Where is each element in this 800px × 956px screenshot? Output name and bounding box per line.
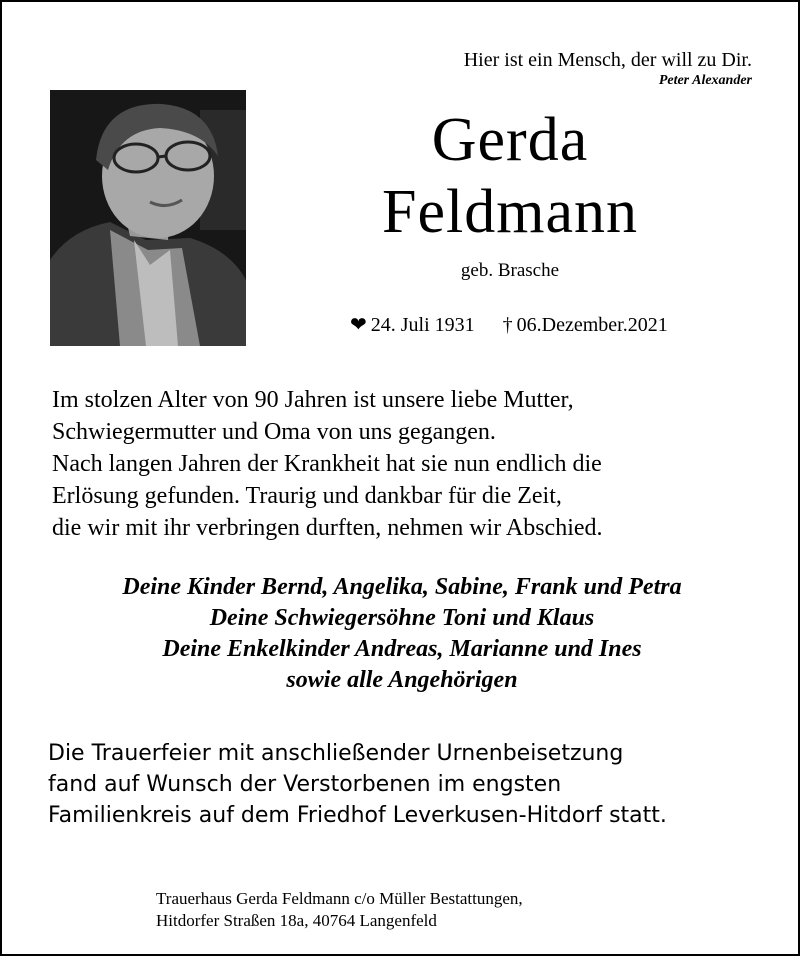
message-line: Erlösung gefunden. Traurig und dankbar für die Zeit, xyxy=(52,483,562,509)
message-line: Im stolzen Alter von 90 Jahren ist unsere liebe Mutter, xyxy=(52,387,574,413)
ceremony-line: fand auf Wunsch der Verstorbenen im engsten xyxy=(48,772,562,797)
family-line: sowie alle Angehörigen xyxy=(286,667,518,693)
name-block xyxy=(332,104,688,248)
mourning-address xyxy=(156,888,523,932)
ceremony-notice xyxy=(48,738,768,831)
heart-icon: ❤ xyxy=(350,314,367,336)
family-mourners xyxy=(2,572,800,696)
ceremony-line: Die Trauerfeier mit anschließender Urnenbeisetzung xyxy=(48,741,624,766)
life-dates xyxy=(350,312,668,337)
last-name: Feldmann xyxy=(382,178,638,246)
motto-author: Peter Alexander xyxy=(658,73,752,88)
message-line: die wir mit ihr verbringen durften, nehmen wir Abschied. xyxy=(52,515,603,541)
cross-icon: † xyxy=(502,314,513,336)
message-line: Nach langen Jahren der Krankheit hat sie nun endlich die xyxy=(52,451,602,477)
first-name: Gerda xyxy=(431,106,589,174)
family-line: Deine Schwiegersöhne Toni und Klaus xyxy=(209,605,595,631)
family-line: Deine Kinder Bernd, Angelika, Sabine, Frank und Petra xyxy=(122,574,682,600)
birth-name: geb. Brasche xyxy=(460,260,560,281)
obituary-message xyxy=(52,384,772,544)
message-line: Schwiegermutter und Oma von uns gegangen. xyxy=(52,419,496,445)
birth-date: 24. Juli 1931 xyxy=(370,314,475,336)
motto xyxy=(464,48,752,90)
address-line: Trauerhaus Gerda Feldmann c/o Müller Bestattungen, xyxy=(156,889,523,908)
address-line: Hitdorfer Straßen 18a, 40764 Langenfeld xyxy=(156,911,437,930)
motto-text: Hier ist ein Mensch, der will zu Dir. xyxy=(463,49,752,71)
ceremony-line: Familienkreis auf dem Friedhof Leverkusen-Hitdorf statt. xyxy=(48,803,667,828)
family-line: Deine Enkelkinder Andreas, Marianne und Ines xyxy=(162,636,642,662)
death-date: 06.Dezember.2021 xyxy=(516,314,668,336)
portrait-photo xyxy=(50,90,246,346)
